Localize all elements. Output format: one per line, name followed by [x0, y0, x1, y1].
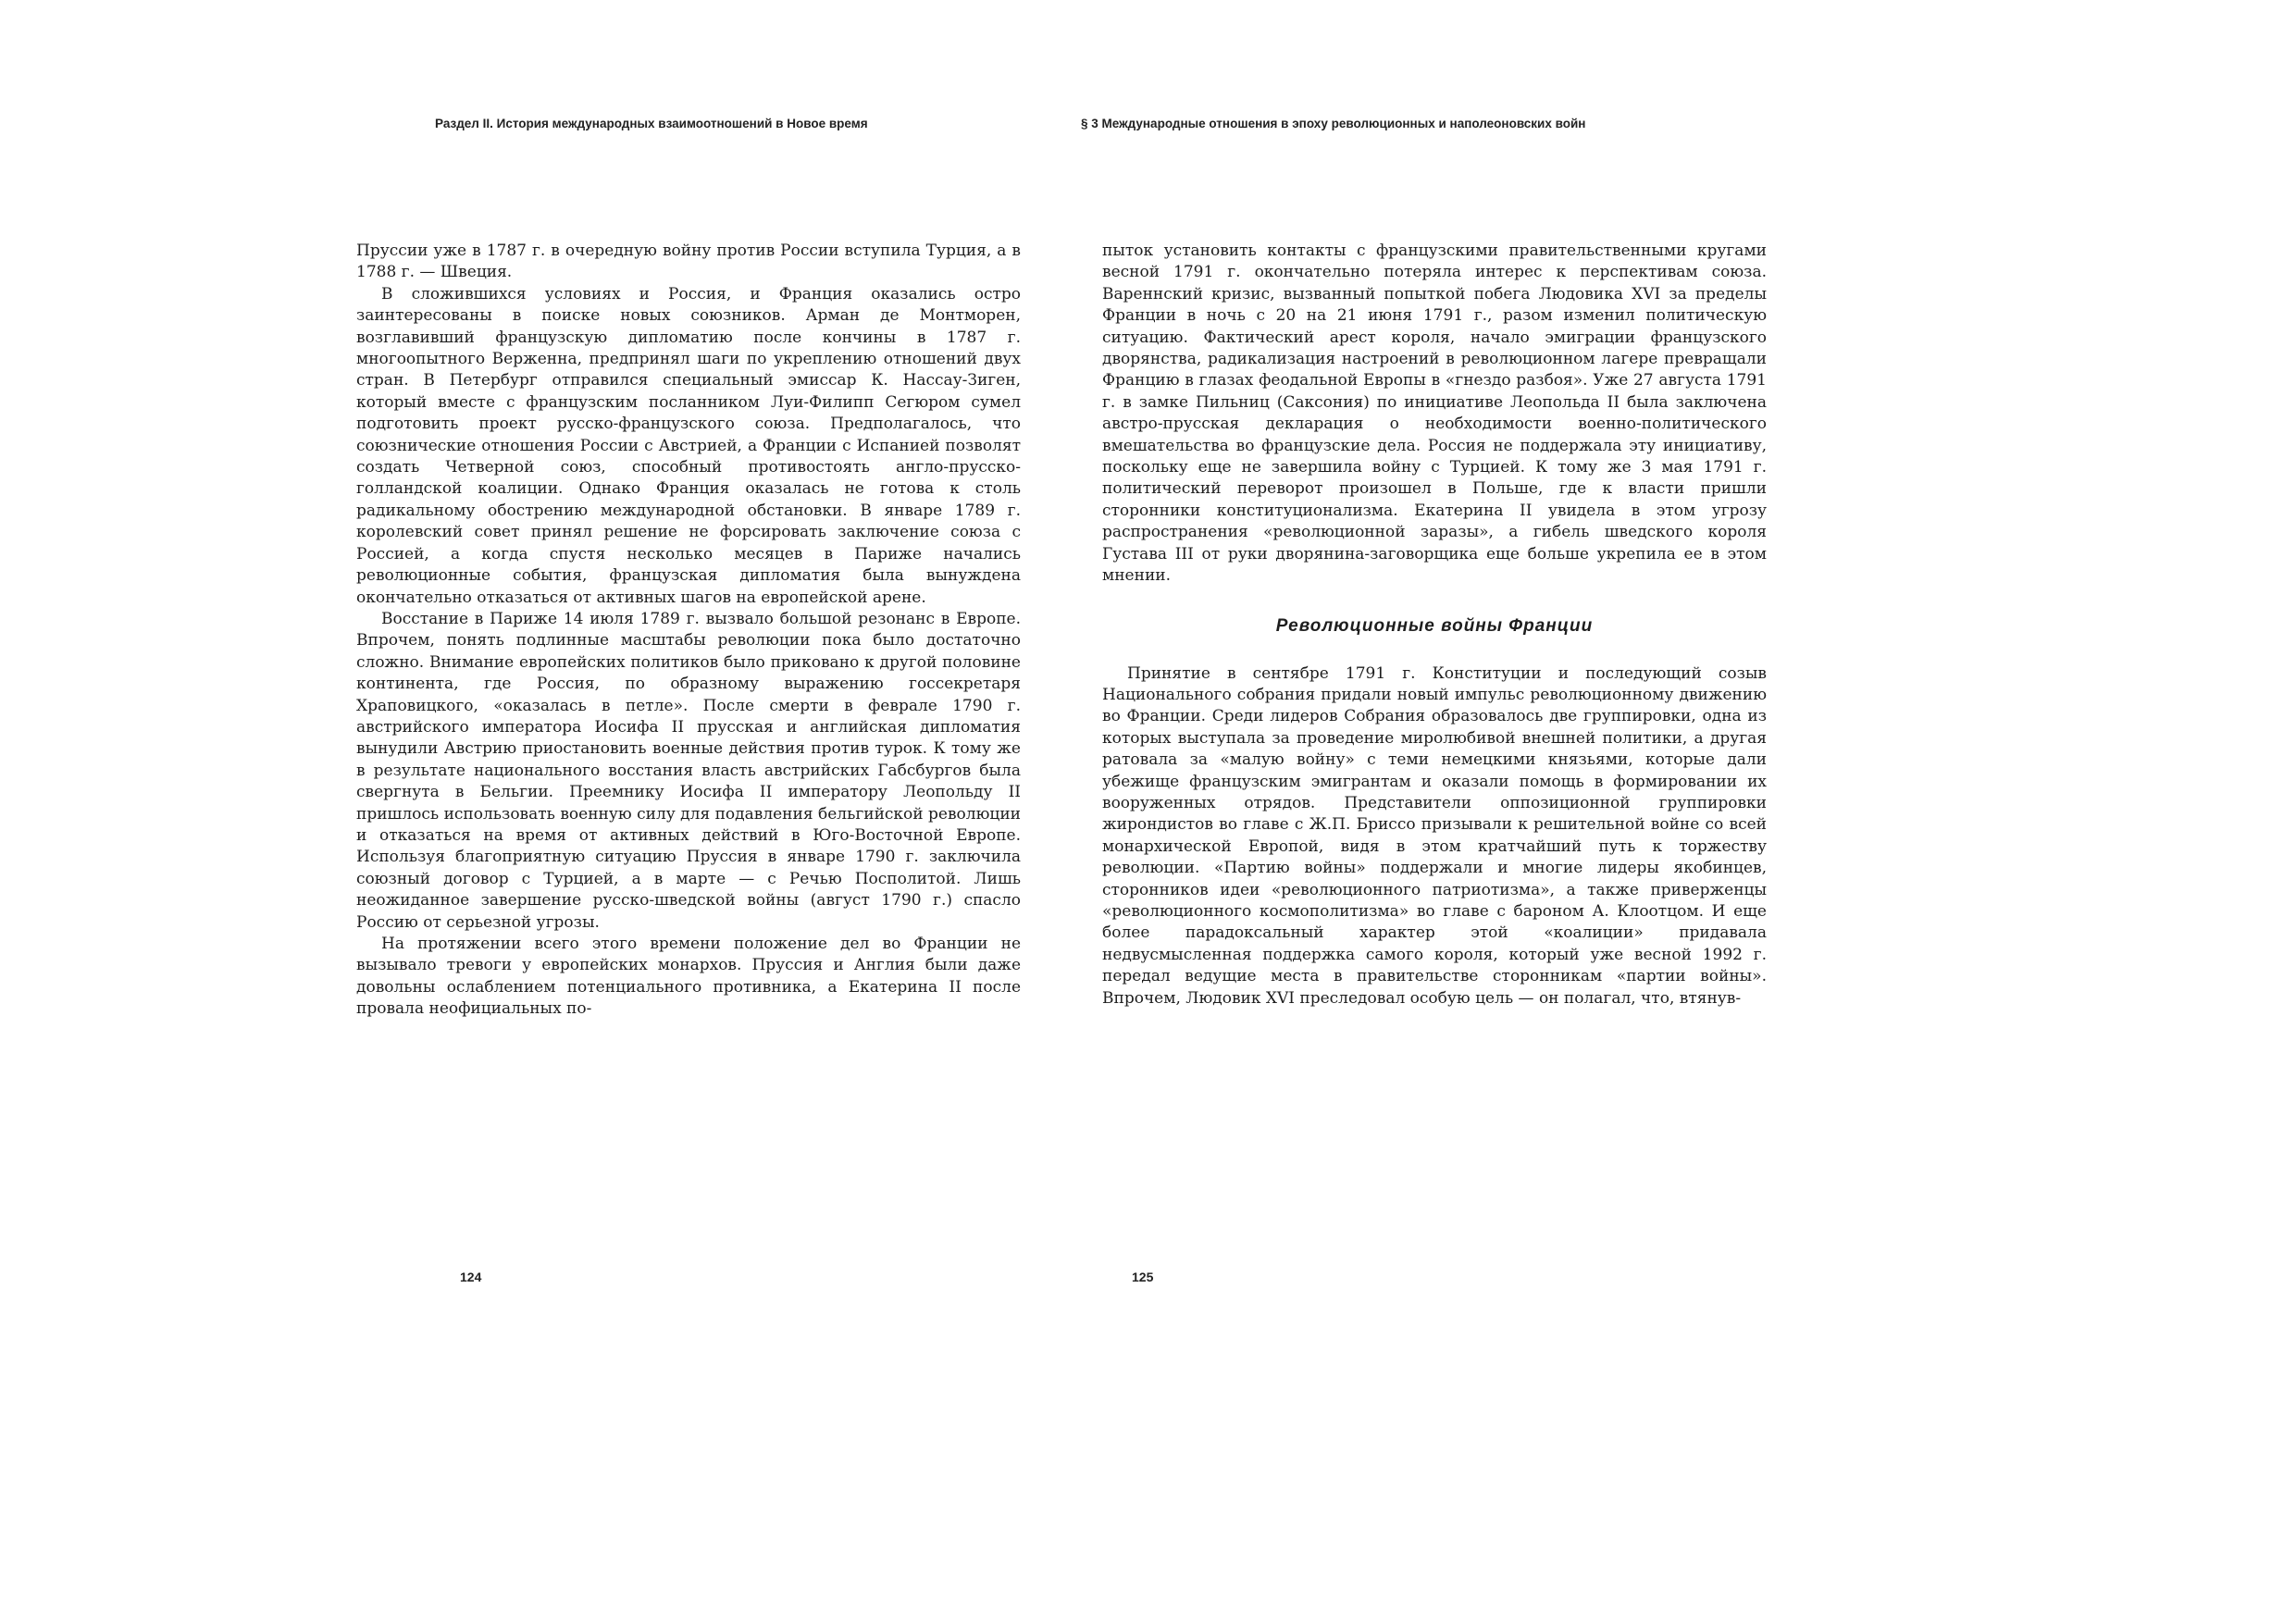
paragraph-continued: пыток установить контакты с французскими правительственными кругами весной 1791 г. окончательно потеряла интерес к перспективам союза. Вареннский кризис, вызванный попыткой побега Людовика XVI за пределы Франции в ночь с 20 на 21 июня 1791 г., разом изменил политическую ситуацию. Фактический арест короля, начало эмиграции французского дворянства, радикализация настроений в революционном лагере превращали Францию в глазах феодальной Европы в «гнездо разбоя». Уже 27 августа 1791 г. в замке Пильниц (Саксония) по инициативе Леопольда II была заключена австро-прусская декларация о необходимости военно-политического вмешательства во французские дела. Россия не поддержала эту инициативу, поскольку еще не завершила войну с Турцией. К тому же 3 мая 1791 г. политический переворот произошел в Польше, где к власти пришли сторонники конституционализма. Екатерина II увидела в этом угрозу распространения «революционной заразы», а гибель шведского короля Густава III от руки дворянина-заговорщика еще больше укрепила ее в этом мнении.: [1102, 242, 1767, 586]
right-page-text: [1102, 241, 1767, 1010]
page-number-left: 124: [460, 1270, 482, 1284]
paragraph: В сложившихся условиях и Россия, и Франция оказались остро заинтересованы в поиске новых союзников. Арман де Монтморен, возглавивший французскую дипломатию после кончины в 1787 г. многоопытного Верженна, предпринял шаги по укреплению отношений двух стран. В Петербург отправился специальный эмиссар К. Нассау-Зиген, который вместе с французским посланником Луи-Филипп Сегюром сумел подготовить проект русско-французского союза. Предполагалось, что союзнические отношения России с Австрией, а Франции с Испанией позволят создать Четверной союз, способный противостоять англо-прусско-голландской коалиции. Однако Франция оказалась не готова к столь радикальному обострению международной обстановки. В январе 1789 г. королевский совет принял решение не форсировать заключение союза с Россией, а когда спустя несколько месяцев в Париже начались революционные события, французская дипломатия была вынуждена окончательно отказаться от активных шагов на европейской арене.: [356, 284, 1021, 607]
paragraph: Принятие в сентябре 1791 г. Конституции и последующий созыв Национального собрания придали новый импульс революционному движению во Франции. Среди лидеров Собрания образовалось две группировки, одна из которых выступала за проведение миролюбивой внешней политики, а другая ратовала за «малую войну» с теми немецкими князьями, которые дали убежище французским эмигрантам и оказали помощь в формировании их вооруженных отрядов. Представители оппозиционной группировки жирондистов во главе с Ж.П. Бриссо призывали к решительной войне со всей монархической Европой, видя в этом кратчайший путь к торжеству революции. «Партию войны» поддержали и многие лидеры якобинцев, сторонников идеи «революционного патриотизма», а также приверженцы «революционного космополитизма» во главе с бароном А. Клоотцом. И еще более парадоксальный характер этой «коалиции» придавала недвусмысленная поддержка самого короля, который уже весной 1992 г. передал ведущие места в правительстве сторонникам «партии войны». Впрочем, Людовик XVI преследовал особую цель — он полагал, что, втянув-: [1102, 663, 1767, 1008]
section-heading: Революционные войны Франции: [1275, 615, 1594, 636]
paragraph-continued: Пруссии уже в 1787 г. в очередную войну против России вступила Турция, а в 1788 г. — Швеция.: [356, 242, 1021, 282]
paragraph: На протяжении всего этого времени положение дел во Франции не вызывало тревоги у европейских монархов. Пруссия и Англия были даже довольны ослаблением потенциального противника, а Екатерина II после провала неофициальных по-: [356, 935, 1021, 1019]
left-page-text: [356, 241, 1021, 1021]
running-head-right: § 3 Международные отношения в эпоху революционных и наполеоновских войн: [1081, 117, 1586, 130]
running-head-left: Раздел II. История международных взаимоотношений в Новое время: [435, 117, 868, 130]
paragraph: Восстание в Париже 14 июля 1789 г. вызвало большой резонанс в Европе. Впрочем, понять подлинные масштабы революции пока было достаточно сложно. Внимание европейских политиков было приковано к другой половине континента, где Россия, по образному выражению госсекретаря Храповицкого, «оказалась в петле». После смерти в феврале 1790 г. австрийского императора Иосифа II прусская и английская дипломатия вынудили Австрию приостановить военные действия против турок. К тому же в результате национального восстания власть австрийских Габсбургов была свергнута в Бельгии. Преемнику Иосифа II императору Леопольду II пришлось использовать военную силу для подавления бельгийской революции и отказаться на время от активных действий в Юго-Восточной Европе. Используя благоприятную ситуацию Пруссия в январе 1790 г. заключила союзный договор с Турцией, а в марте — с Речью Посполитой. Лишь неожиданное завершение русско-шведской войны (август 1790 г.) спасло Россию от серьезной угрозы.: [356, 609, 1021, 932]
page-number-right: 125: [1132, 1270, 1154, 1284]
